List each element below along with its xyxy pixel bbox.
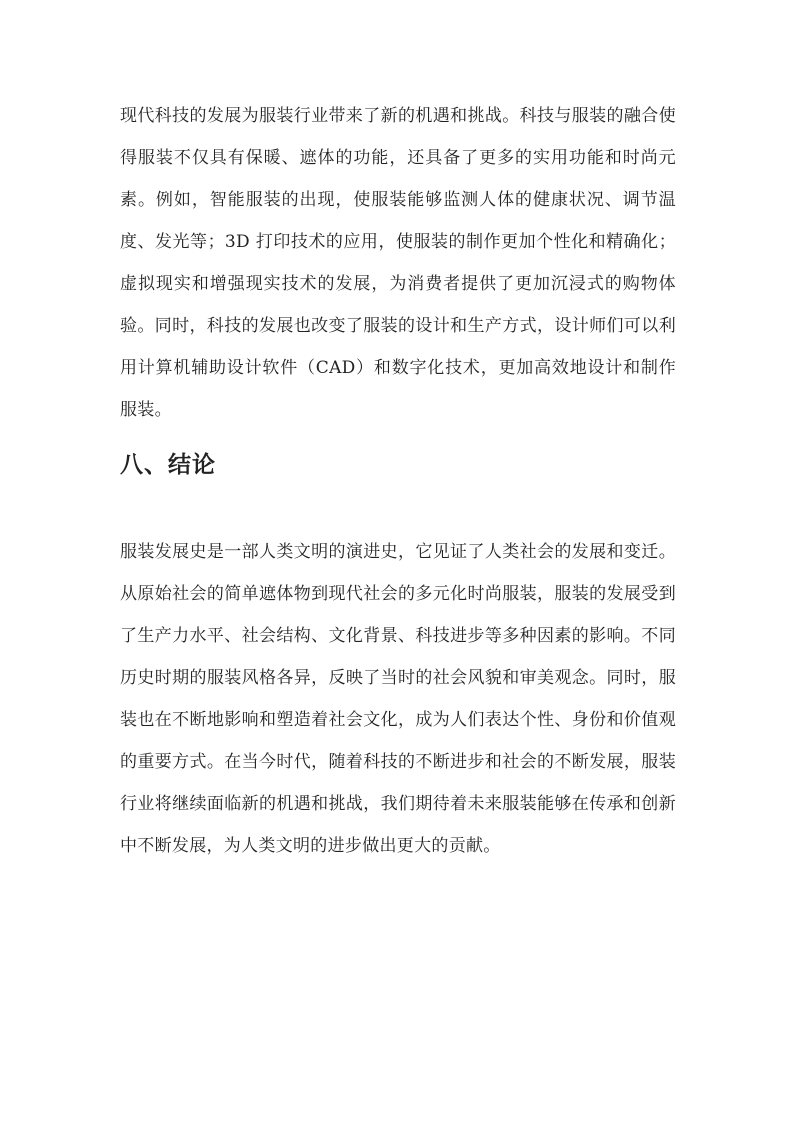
paragraph-technology: 现代科技的发展为服装行业带来了新的机遇和挑战。科技与服装的融合使得服装不仅具有保暖、遮体的功能，还具备了更多的实用功能和时尚元素。例如，智能服装的出现，使服装能够监测人体的健康状况、调节温度、发光等；3D 打印技术的应用，使服装的制作更加个性化和精确化；虚拟现实和增强现实技术的发展，为消费者提供了更加沉浸式的购物体验。同时，科技的发展也改变了服装的设计和生产方式，设计师们可以利用计算机辅助设计软件（CAD）和数字化技术，更加高效地设计和制作服装。	[120, 106, 676, 420]
paragraph-conclusion: 服装发展史是一部人类文明的演进史，它见证了人类社会的发展和变迁。从原始社会的简单遮体物到现代社会的多元化时尚服装，服装的发展受到了生产力水平、社会结构、文化背景、科技进步等多种因素的影响。不同历史时期的服装风格各异，反映了当时的社会风貌和审美观念。同时，服装也在不断地影响和塑造着社会文化，成为人们表达个性、身份和价值观的重要方式。在当今时代，随着科技的不断进步和社会的不断发展，服装行业将继续面临新的机遇和挑战，我们期待着未来服装能够在传承和创新中不断发展，为人类文明的进步做出更大的贡献。	[120, 542, 676, 856]
section-heading-conclusion: 八、结论	[120, 452, 216, 478]
